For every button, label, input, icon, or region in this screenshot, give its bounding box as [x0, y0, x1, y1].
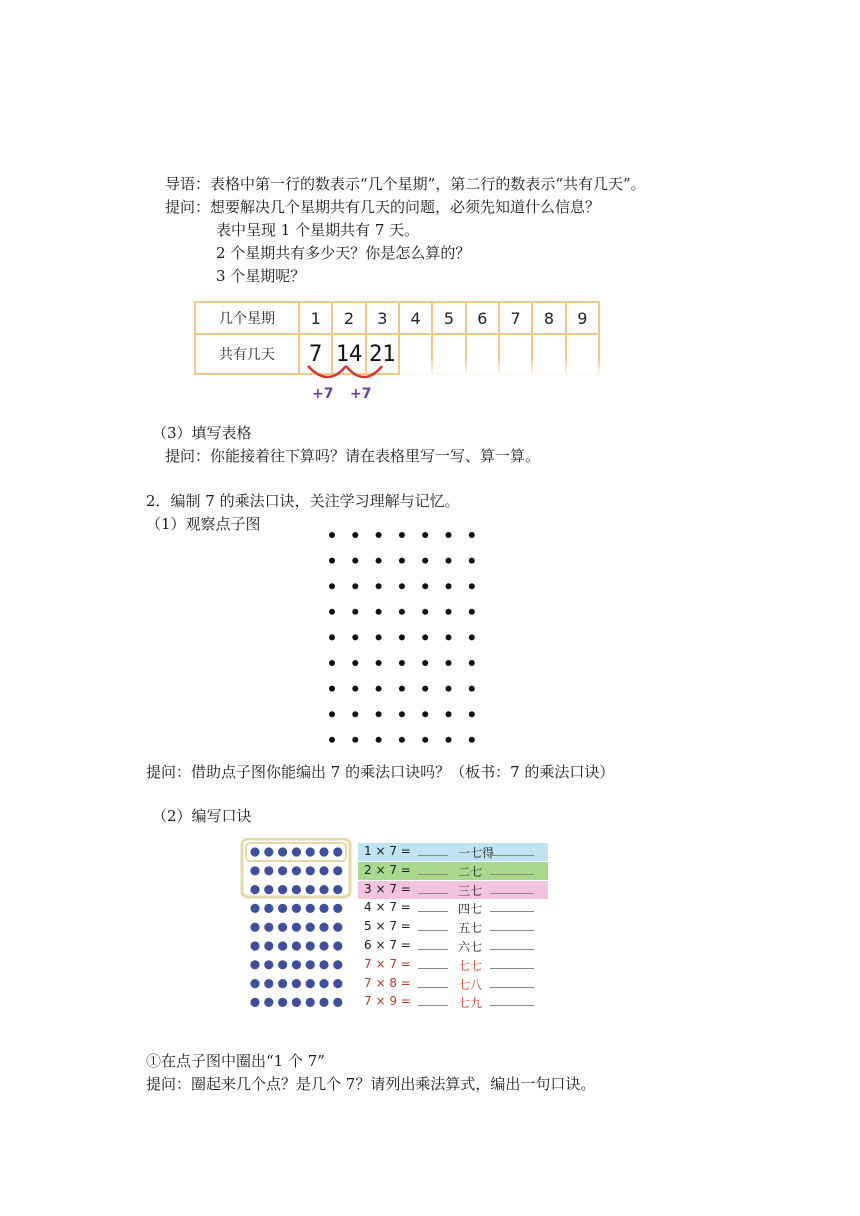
circle-step-text: ①在点子图中圈出“1 个 7”	[146, 1052, 325, 1070]
dot	[352, 609, 358, 615]
dot	[399, 737, 405, 743]
blue-dot	[333, 923, 342, 932]
blue-dot	[333, 885, 342, 894]
blue-dot	[250, 885, 259, 894]
dot	[376, 558, 382, 564]
blue-dot	[319, 923, 328, 932]
koujue-blank[interactable]	[490, 855, 534, 856]
koujue-blank[interactable]	[490, 949, 534, 950]
dot	[329, 532, 335, 538]
blue-dot	[264, 941, 273, 950]
week-cell: 8	[532, 302, 565, 334]
blue-dot	[264, 923, 273, 932]
intro-guide-text: 导语：表格中第一行的数表示“几个星期”，第二行的数表示“共有几天”。	[165, 175, 646, 193]
blue-dot	[306, 866, 315, 875]
koujue-blank[interactable]	[490, 874, 534, 875]
dot	[352, 660, 358, 666]
dot	[329, 660, 335, 666]
dot	[469, 558, 475, 564]
answer-blank[interactable]	[418, 987, 448, 988]
dot	[422, 558, 428, 564]
mult-equation: 1 × 7 =	[364, 844, 411, 858]
section-3-question: 提问：你能接着往下算吗？请在表格里写一写、算一算。	[165, 447, 541, 465]
blue-dot	[333, 960, 342, 969]
blue-dot	[333, 979, 342, 988]
section-2-title: 2．编制 7 的乘法口诀，关注学习理解与记忆。	[146, 492, 460, 510]
dot	[329, 558, 335, 564]
blue-dot	[292, 866, 301, 875]
blue-dot	[333, 998, 342, 1007]
answer-blank[interactable]	[418, 930, 448, 931]
dot	[376, 609, 382, 615]
blue-dot	[264, 866, 273, 875]
dot	[376, 737, 382, 743]
mult-row	[358, 843, 548, 861]
koujue-text: 一七得	[458, 846, 495, 860]
blue-dot	[278, 998, 287, 1007]
mult-equation: 3 × 7 =	[364, 881, 411, 896]
dot	[422, 583, 428, 589]
dot	[446, 634, 452, 640]
blue-dot	[250, 960, 259, 969]
blue-dot	[278, 960, 287, 969]
blue-dot	[264, 885, 273, 894]
koujue-text: 二七	[458, 864, 483, 879]
observe-dots-title: （1）观察点子图	[146, 515, 261, 533]
dot	[422, 609, 428, 615]
blue-dot	[333, 904, 342, 913]
mult-row	[358, 862, 548, 880]
blue-dot	[278, 941, 287, 950]
dot	[399, 634, 405, 640]
blue-dot	[250, 866, 259, 875]
blue-dot	[306, 960, 315, 969]
koujue-blank[interactable]	[490, 987, 534, 988]
koujue-text: 七七	[458, 958, 483, 973]
answer-blank[interactable]	[418, 968, 448, 969]
blue-dot	[319, 904, 328, 913]
mult-equation: 7 × 9 =	[364, 994, 411, 1009]
blue-dot	[319, 979, 328, 988]
mult-row	[358, 899, 548, 917]
blue-dot	[319, 998, 328, 1007]
koujue-text: 六七	[458, 940, 483, 954]
answer-blank[interactable]	[418, 893, 448, 894]
blue-dot	[278, 866, 287, 875]
blue-dot	[319, 885, 328, 894]
blue-dot	[250, 998, 259, 1007]
koujue-blank[interactable]	[490, 893, 534, 894]
dot	[469, 609, 475, 615]
blue-dot	[264, 998, 273, 1007]
answer-blank[interactable]	[418, 911, 448, 912]
day-cell: 14	[332, 334, 365, 374]
blue-dot	[250, 923, 259, 932]
dot	[376, 660, 382, 666]
blue-dot	[306, 941, 315, 950]
blue-dot	[292, 979, 301, 988]
mult-equation: 7 × 8 =	[364, 975, 411, 990]
dot	[469, 532, 475, 538]
week-cell: 5	[432, 302, 465, 334]
dot	[376, 583, 382, 589]
day-cell: 21	[366, 334, 399, 374]
arc-2-3	[346, 366, 382, 377]
times-table-figure	[240, 838, 560, 1018]
dot	[352, 532, 358, 538]
mult-row	[358, 993, 548, 1011]
blue-dot	[319, 960, 328, 969]
week-cell: 3	[366, 302, 399, 334]
dot-question-text: 提问：借助点子图你能编出 7 的乘法口诀吗？（板书：7 的乘法口诀）	[146, 763, 615, 781]
dot	[399, 711, 405, 717]
dot	[329, 737, 335, 743]
dot	[352, 634, 358, 640]
arc-label-2: +7	[350, 386, 372, 402]
blue-dot	[319, 847, 328, 856]
dot	[399, 686, 405, 692]
blue-dot	[292, 941, 301, 950]
answer-blank[interactable]	[418, 855, 448, 856]
blue-dot	[278, 885, 287, 894]
dot	[376, 532, 382, 538]
dot	[329, 634, 335, 640]
blue-dot	[264, 904, 273, 913]
dot	[446, 686, 452, 692]
dot	[446, 558, 452, 564]
dot	[469, 737, 475, 743]
blue-dot	[306, 998, 315, 1007]
blue-dot	[250, 941, 259, 950]
dot	[399, 558, 405, 564]
dot-grid-figure	[322, 525, 482, 750]
blue-dot	[333, 847, 342, 856]
blue-dot	[306, 885, 315, 894]
dot	[352, 686, 358, 692]
answer-blank[interactable]	[418, 1005, 448, 1006]
mult-row	[358, 881, 548, 899]
row-label-weeks: 几个星期	[195, 302, 299, 334]
section-3-title: （3）填写表格	[152, 424, 252, 442]
koujue-blank[interactable]	[490, 930, 534, 931]
dot	[422, 634, 428, 640]
dot	[399, 609, 405, 615]
blue-dot	[292, 998, 301, 1007]
blue-dot	[250, 847, 259, 856]
blue-dot	[264, 979, 273, 988]
intro-sub-line-2: 2 个星期共有多少天？你是怎么算的？	[216, 244, 471, 262]
intro-sub-line-3: 3 个星期呢？	[216, 267, 306, 285]
intro-sub-line-1: 表中呈现 1 个星期共有 7 天。	[216, 221, 420, 239]
answer-blank[interactable]	[418, 874, 448, 875]
koujue-text: 七八	[458, 977, 483, 992]
closing-question: 提问：圈起来几个点？是几个 7？请列出乘法算式，编出一句口诀。	[146, 1075, 596, 1093]
row-label-days: 共有几天	[195, 334, 299, 374]
dot	[422, 660, 428, 666]
mult-equation: 6 × 7 =	[364, 938, 411, 952]
mult-row	[358, 918, 548, 936]
dot	[329, 609, 335, 615]
koujue-blank[interactable]	[490, 1005, 534, 1006]
dot	[399, 660, 405, 666]
mult-row	[358, 956, 548, 974]
week-cell: 9	[566, 302, 599, 334]
blue-dot	[264, 960, 273, 969]
intro-question-text: 提问：想要解决几个星期共有几天的问题，必须先知道什么信息？	[165, 198, 601, 216]
blue-dot	[278, 923, 287, 932]
dot	[352, 711, 358, 717]
dot	[376, 711, 382, 717]
blue-dot	[292, 847, 301, 856]
blue-dot	[333, 941, 342, 950]
blue-dot	[292, 960, 301, 969]
koujue-text: 四七	[458, 902, 483, 917]
blue-dot	[306, 979, 315, 988]
mult-equation: 7 × 7 =	[364, 956, 411, 971]
answer-blank[interactable]	[418, 949, 448, 950]
koujue-text: 七九	[458, 996, 483, 1011]
dot	[376, 686, 382, 692]
blue-dot	[264, 847, 273, 856]
dot	[446, 737, 452, 743]
blue-dot	[278, 904, 287, 913]
mult-equation: 2 × 7 =	[364, 862, 411, 877]
dot	[422, 711, 428, 717]
blue-dot	[292, 904, 301, 913]
mult-row	[358, 975, 548, 993]
dot	[446, 660, 452, 666]
arc-1-2	[308, 366, 346, 377]
dot	[352, 737, 358, 743]
blue-dot	[319, 941, 328, 950]
blue-dot	[278, 979, 287, 988]
dot	[422, 737, 428, 743]
dot	[446, 711, 452, 717]
dot	[422, 686, 428, 692]
mult-equation: 5 × 7 =	[364, 919, 411, 934]
dot	[352, 558, 358, 564]
dot	[329, 583, 335, 589]
dot	[352, 583, 358, 589]
koujue-blank[interactable]	[490, 911, 534, 912]
blue-dot	[292, 923, 301, 932]
week-cell: 4	[399, 302, 432, 334]
dot	[329, 711, 335, 717]
dot	[446, 609, 452, 615]
week-cell: 6	[466, 302, 499, 334]
write-koujue-title: （2）编写口诀	[152, 807, 252, 825]
dot	[469, 583, 475, 589]
dot	[376, 634, 382, 640]
blue-dot	[333, 866, 342, 875]
mult-row	[358, 937, 548, 955]
dot	[446, 583, 452, 589]
blue-dot	[278, 847, 287, 856]
dot	[469, 634, 475, 640]
plus-seven-arcs	[290, 360, 400, 402]
blue-dot	[306, 847, 315, 856]
dot	[422, 532, 428, 538]
blue-dot	[306, 904, 315, 913]
mult-equation: 4 × 7 =	[364, 900, 411, 915]
dot	[446, 532, 452, 538]
dot	[469, 660, 475, 666]
blue-dot	[250, 979, 259, 988]
blue-dot-grid	[240, 838, 355, 1013]
day-cell: 7	[299, 334, 332, 374]
blue-dot	[292, 885, 301, 894]
dot	[469, 711, 475, 717]
dot	[399, 532, 405, 538]
koujue-text: 三七	[458, 883, 483, 898]
blue-dot	[306, 923, 315, 932]
blue-dot	[319, 866, 328, 875]
week-cell: 1	[299, 302, 332, 334]
dot	[399, 583, 405, 589]
arc-label-1: +7	[312, 386, 334, 402]
week-cell: 2	[332, 302, 365, 334]
dot	[329, 686, 335, 692]
koujue-text: 五七	[458, 921, 483, 936]
week-cell: 7	[499, 302, 532, 334]
koujue-blank[interactable]	[490, 968, 534, 969]
dot	[469, 686, 475, 692]
blue-dot	[250, 904, 259, 913]
table-fade-overlay	[400, 358, 605, 406]
